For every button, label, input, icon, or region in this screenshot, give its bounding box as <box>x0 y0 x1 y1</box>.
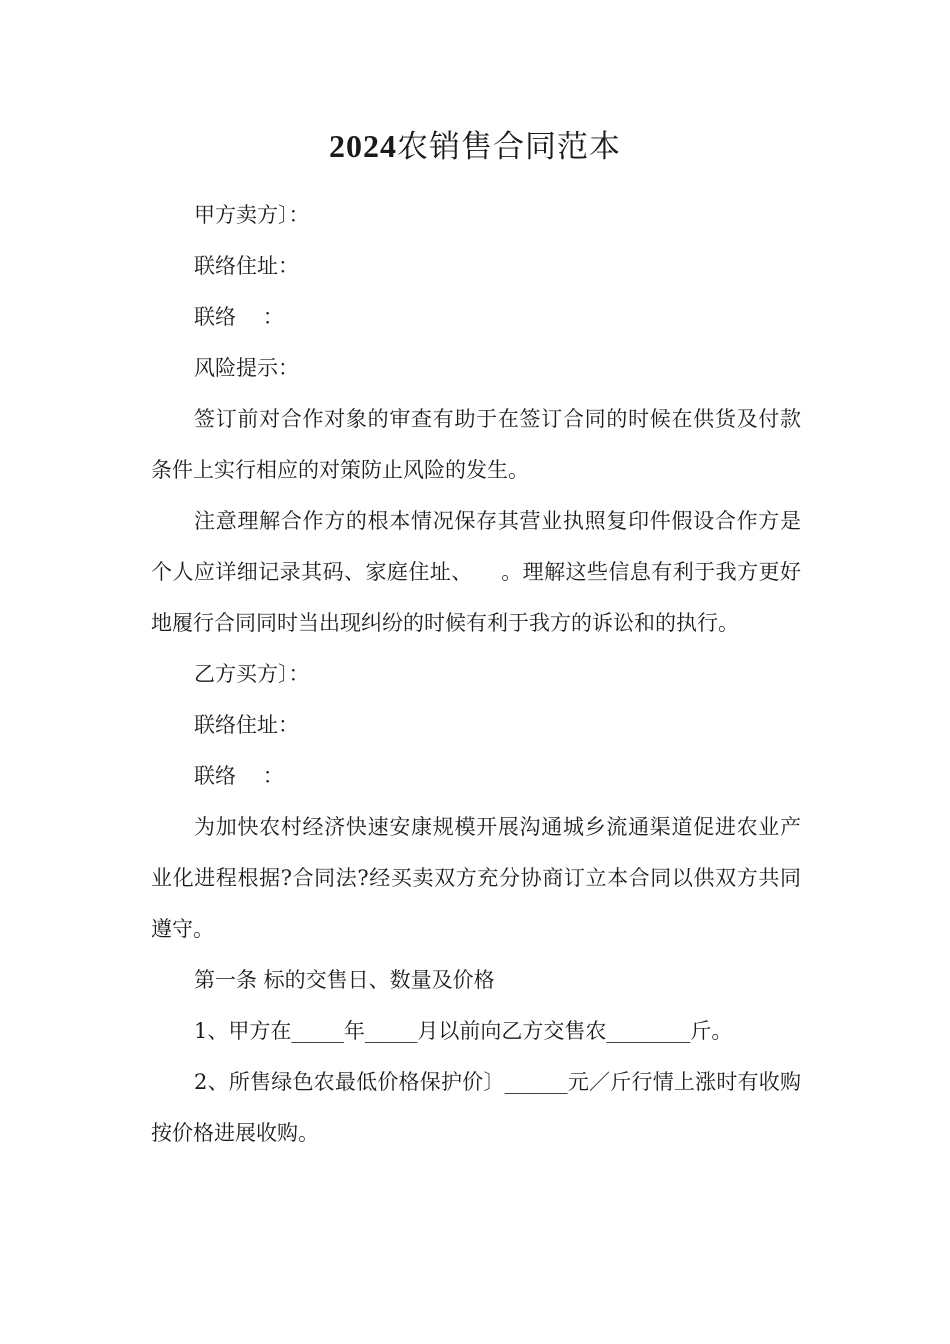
article-1-clause-1: 1、甲方在_____年_____月以前向乙方交售农________斤。 <box>194 1019 733 1043</box>
party-a-address-label: 联络住址： <box>194 254 299 278</box>
party-b-address-label: 联络住址： <box>194 713 299 737</box>
document-body <box>151 190 801 1159</box>
party-b-label: 乙方买方〕： <box>194 662 310 686</box>
party-a-label: 甲方卖方〕： <box>194 203 310 227</box>
title-year: 2024 <box>329 128 397 164</box>
risk-notice-paragraph-1: 签订前对合作对象的审查有助于在签订合同的时候在供货及付款条件上实行相应的对策防止风险的发生。 <box>151 407 801 482</box>
party-b-contact-label: 联络 ： <box>194 764 284 788</box>
document-title <box>0 124 950 169</box>
risk-notice-heading: 风险提示： <box>194 356 299 380</box>
party-a-contact-label: 联络 ： <box>194 305 284 329</box>
risk-notice-paragraph-2: 注意理解合作方的根本情况保存其营业执照复印件假设合作方是个人应详细记录其码、家庭住址、 。理解这些信息有利于我方更好地履行合同同时当出现纠纷的时候有利于我方的诉讼和的执行。 <box>151 509 801 635</box>
preamble-paragraph: 为加快农村经济快速安康规模开展沟通城乡流通渠道促进农业产业化进程根据?合同法?经买卖双方充分协商订立本合同以供双方共同遵守。 <box>151 815 801 941</box>
article-1-clause-2: 2、所售绿色农最低价格保护价〕______元／斤行情上涨时有收购按价格进展收购。 <box>151 1070 801 1145</box>
article-1-heading: 第一条 标的交售日、数量及价格 <box>194 968 495 992</box>
title-text: 农销售合同范本 <box>397 129 621 165</box>
